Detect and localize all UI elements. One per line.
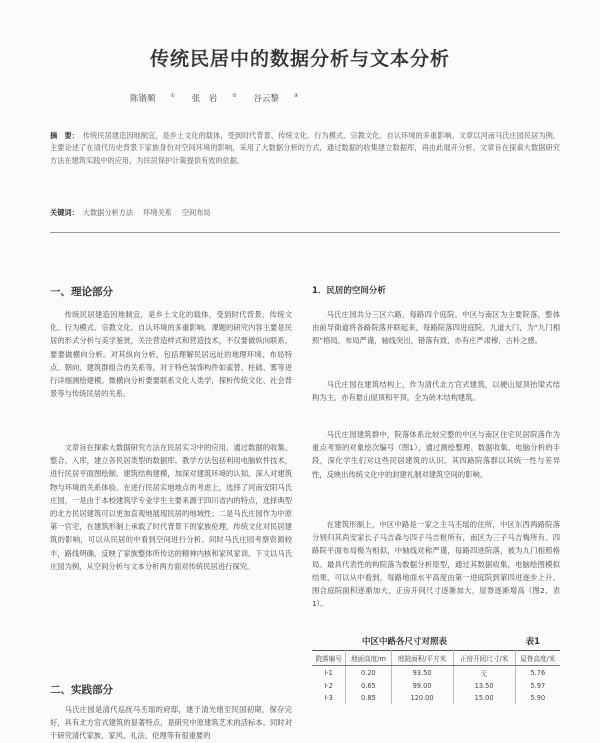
abstract — [50, 130, 560, 167]
table-cell: 120.00 — [391, 692, 453, 704]
paragraph: 马氏庄园在建筑结构上，作为清代北方官式建筑，以硬山屋顶抬梁式结构为主，亦有悬山屋顶和平顶，全为砖木结构建筑。 — [312, 380, 560, 403]
table-cell: 无 — [453, 666, 515, 681]
paragraph: 在建筑形制上，中区中路是一家之主马丕瑶的住所，中区东西两路院落分别归其尚安家长子马吉森与四子马吉枢所有，南区为三子马吉梅所有。四路院平面布局极为相似，中轴线对称严谨，每路四进院落，被为九门相照格局。最具代表性的构院落为数据分析原型，通过其数据收集，电脑绘图模拟结果，可以从中看到，每路地面水平高度由第一进庭院到第四进逐步上升，围合庭院面积逐渐加大，正房开间尺寸逐渐加大，屋脊逐渐增高（图2、表1）。 — [312, 520, 560, 609]
table-cell: Ⅰ-3 — [312, 692, 346, 704]
abstract-label: 摘 要： — [50, 131, 79, 140]
author-list — [130, 92, 312, 104]
keywords — [50, 208, 560, 218]
table-cell: 13.50 — [453, 680, 515, 692]
author: 张 岩 ② — [191, 93, 237, 104]
column-header: 院落编号 — [312, 651, 346, 666]
table-cell: Ⅰ-2 — [312, 680, 346, 692]
paragraph: 马氏庄园共分三区六路，每路四个庭院。中区与南区为主要院落，整体由前导衙道将各路院落并联起来，每路院落四进庭院。九道大门，为“九门相照”格局，布局严谨，轴线突出，错落有致，亦有庄严肃穆，古朴之感。 — [312, 310, 560, 346]
table-cell: 0.65 — [346, 680, 391, 692]
paragraph: 马氏庄园建筑群中，院落体系比较完整的中区与南区住宅民居院落作为重点考察的对象绘次编号（图1），通过测绘整理、数据收集、电脑分析的手段，深化学生们对这些民居建筑的认识。其四路院落群以其统一性与差异性，反映出传统文化中的封建礼制对建筑空间的影响。 — [312, 430, 560, 479]
table-header-row — [312, 651, 560, 666]
table-row — [312, 692, 560, 704]
table-cell: 5.90 — [530, 694, 546, 702]
table-cell: Ⅰ-1 — [312, 666, 346, 681]
keyword: 空间布局 — [181, 208, 211, 217]
table-cell: 15.00 — [453, 692, 515, 704]
table-row — [312, 666, 560, 681]
paragraph: 文章旨在探索大数据研究方法在民居实习中的应用。通过数据的收集、整合、入库，建立各民居类型的数据库。教学方法包括利用电脑软件技术，进行民居平面图绘制、建筑结构建模，加深对建筑环境的认知，深入对建筑物与环境的关系体验。在进行民居实地地点的考虑上，选择了河南安阳马氏庄园，一是由于本校建筑学专业学生主要来源于四川省内的特点，选择典型的北方民居建筑可以更加直观地展现民居的地域性；二是马氏庄园作为中原第一官宅，在建筑形制上承载了时代背景下的家族伦理，传统文化对民居建筑的影响，可以从民居的中看到空间进行分析。同时马氏庄园考察资源较丰，路线明确，反映了家族整体所传达的精神内核和家风家训。下文以马氏庄园为例，从空间分析与文本分析两方面对传统民居进行探究。 — [50, 443, 292, 571]
table-caption — [312, 635, 560, 647]
section-heading-practice: 二、实践部分 — [50, 684, 113, 696]
divider — [50, 232, 560, 233]
paper-title: 传统民居中的数据分析与文本分析 — [149, 48, 450, 70]
keyword: 大数据分析方法 — [82, 208, 134, 217]
table-cell: 99.00 — [391, 680, 453, 692]
author: 谷云黎 ③ — [253, 93, 299, 104]
table-cell: 5.97 — [530, 682, 546, 690]
column-header: 庭院面积/平方米 — [391, 651, 453, 666]
keywords-label: 关键词： — [50, 208, 79, 217]
table-number: 表1 — [525, 637, 540, 647]
paragraph: 马氏庄园是清代巡抚马丕瑶的府邸，建于清光绪至民国初期，保存完好，具有北方官式建筑的显著特点，是研究中原建筑艺术的活标本。同时对于研究清代家族、家风、礼法、伦理等有很重要的 — [50, 705, 292, 741]
keyword: 环境关系 — [143, 208, 172, 217]
column-header: 正房开间尺寸/米 — [453, 651, 515, 666]
section-heading-theory: 一、理论部分 — [50, 286, 113, 298]
paragraph: 传统民居建造因地制宜，是乡土文化的载体，受到时代背景、传统文化、行为模式、宗教文化、自认环境的多重影响。课题的研究内容主要是民居的形式分析与美学鉴赏，关注营造样式和营造技术，不仅要做纵向联系，要要做横向分析。对其纵向分析，包括理解民居远址的地理环境、布局特点、朝向、建筑群组合的关系等，对于特色装饰构件如雀替、柱础、雾等进行详细测绘建模。微横向分析要要联系文化人类学，探析传统文化、社会背景等与传统民居的关系。 — [50, 310, 292, 399]
abstract-text: 传统民居建造因地制宜，是乡土文化的载体，受到时代背景、传统文化、行为模式、宗教文化、自认环境的多重影响。文章以河南马氏庄园民居为例，主要论述了在清代历史背景下家族身份对空间环境的影响，采用了大数据分析的方式，通过数据的收集建立数据库，再由此展开分析。文章旨在探索大数据研究方法在建筑实践中的应用，为民居保护计策提供有效的依据。 — [50, 131, 560, 165]
column-header: 屋脊高度/米 — [515, 651, 560, 666]
table-cell: 5.76 — [530, 669, 546, 677]
table-cell: 0.20 — [346, 666, 391, 681]
column-header: 地面高度/m — [346, 651, 391, 666]
dimension-table — [312, 650, 560, 704]
table-row — [312, 680, 560, 692]
table-cell: 93.50 — [391, 666, 453, 681]
subsection-heading: 1．民居的空间分析 — [312, 286, 386, 296]
table-title: 中区中路各尺寸对照表 — [362, 637, 448, 647]
author: 陈锴顺 ① — [130, 93, 175, 104]
table-cell: 0.85 — [346, 692, 391, 704]
